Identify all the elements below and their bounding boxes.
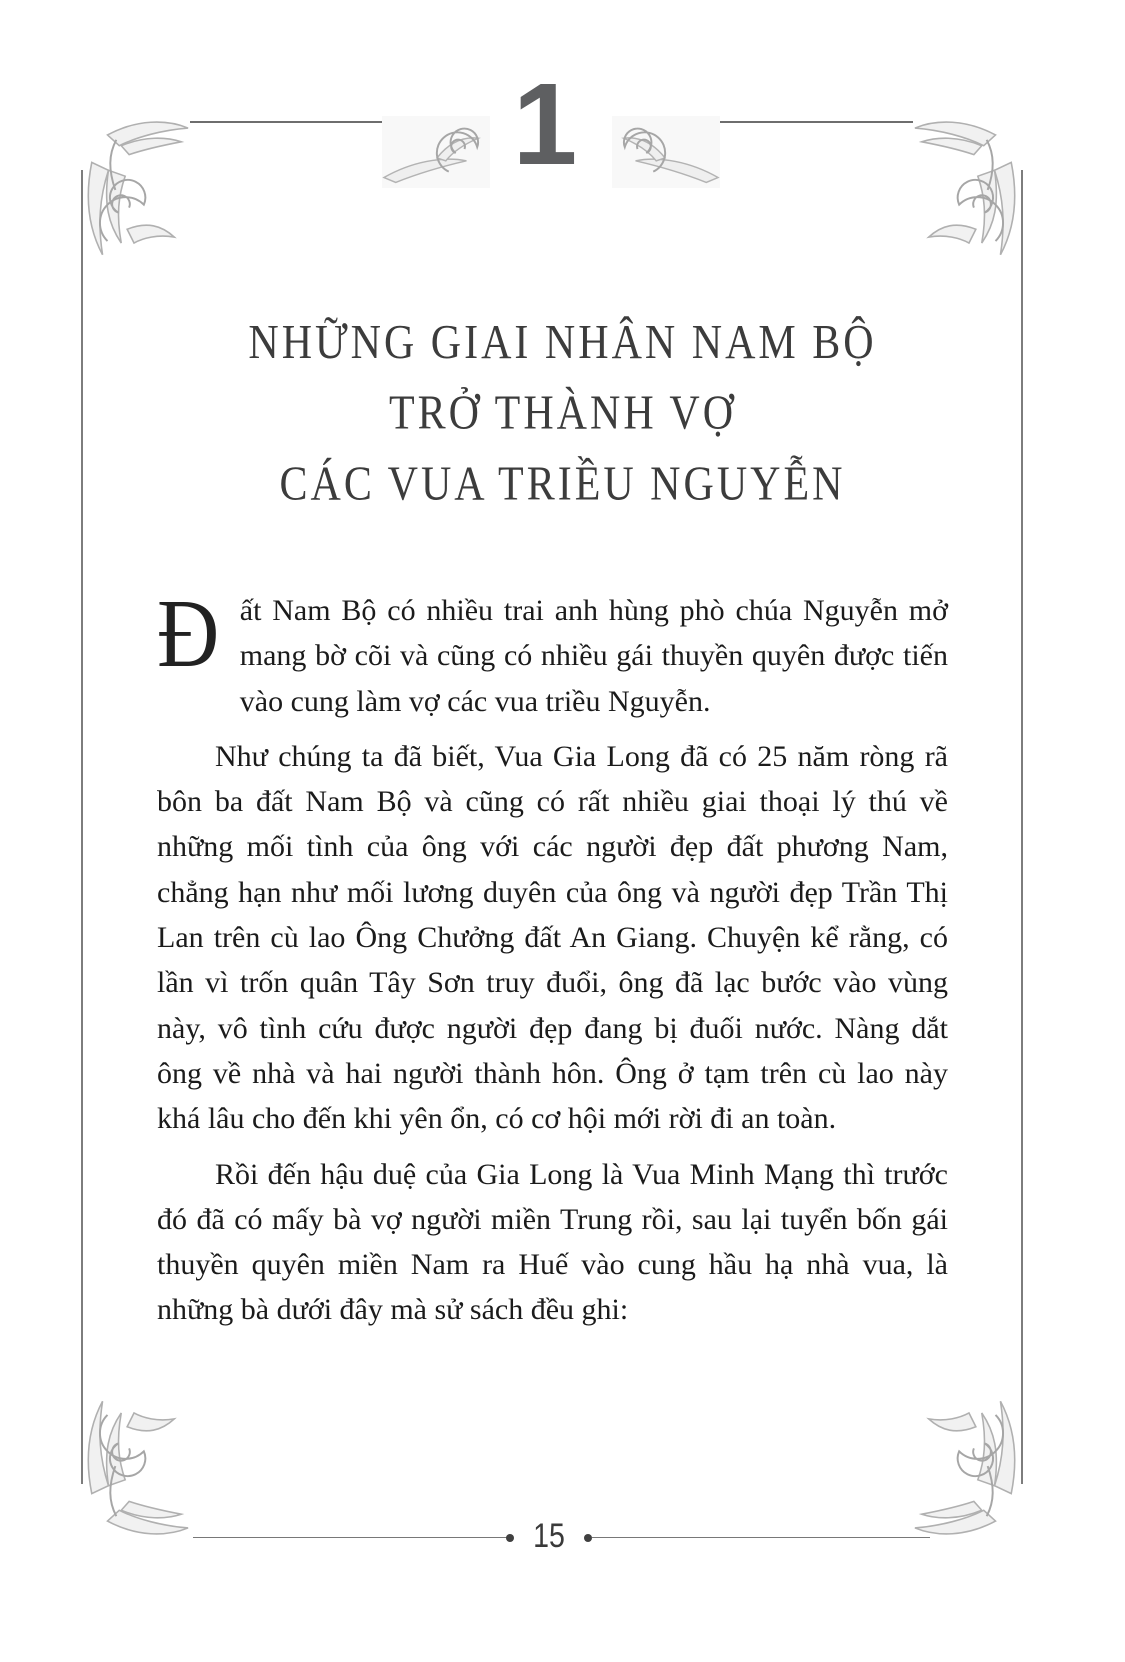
footer-rule-left (193, 1537, 510, 1538)
paragraph-text: ất Nam Bộ có nhiều trai anh hùng phò chúa Nguyễn mở mang bờ cõi và cũng có nhiều gái thuyền quyên được tiến vào cung làm vợ các vua triều Nguyễn. (239, 594, 948, 718)
corner-flourish-icon (912, 112, 1025, 262)
paragraph: Rồi đến hậu duệ của Gia Long là Vua Minh Mạng thì trước đó đã có mấy bà vợ người miền Trung rồi, sau lại tuyển bốn gái thuyền quyên miền Nam ra Huế vào cung hầu hạ nhà vua, là những bà dưới đây mà sử sách đều ghi: (157, 1157, 948, 1327)
drop-cap: Đ (157, 580, 220, 688)
chapter-title (0, 308, 1125, 520)
chapter-title-line: TRỞ THÀNH VỢ (388, 386, 737, 441)
header-rule-left (190, 121, 400, 123)
footer-rule-dot-right (584, 1534, 592, 1542)
footer-rule-right (592, 1537, 930, 1538)
paragraph: Như chúng ta đã biết, Vua Gia Long đã có 25 năm ròng rã bôn ba đất Nam Bộ và cũng có rất nhiều giai thoại lý thú về những mối tình của ông với các người đẹp đất phương Nam, chẳng hạn như mối lương duyên của ông và người đẹp Trần Thị Lan trên cù lao Ông Chưởng đất An Giang. Chuyện kể rằng, có lần vì trốn quân Tây Sơn truy đuổi, ông đã lạc bước vào vùng này, vô tình cứu được người đẹp đang bị đuối nước. Nàng dắt ông về nhà và hai người thành hôn. Ông ở tạm trên cù lao này khá lâu cho đến khi yên ổn, có cơ hội mới rời đi an toàn. (157, 739, 948, 1136)
swirl-flourish-icon (382, 116, 490, 188)
paragraph (157, 580, 948, 724)
chapter-number: 1 (512, 59, 578, 189)
chapter-title-line: CÁC VUA TRIỀU NGUYỄN (279, 457, 846, 511)
corner-flourish-icon (912, 1394, 1025, 1544)
swirl-flourish-icon (612, 116, 720, 188)
page-number: 15 (533, 1517, 565, 1555)
body-text (157, 580, 948, 1333)
corner-flourish-icon (78, 112, 191, 262)
footer-rule-dot-left (506, 1534, 514, 1542)
corner-flourish-icon (78, 1394, 191, 1544)
header-rule-right (703, 121, 913, 123)
chapter-title-line: NHỮNG GIAI NHÂN NAM BỘ (248, 316, 877, 370)
